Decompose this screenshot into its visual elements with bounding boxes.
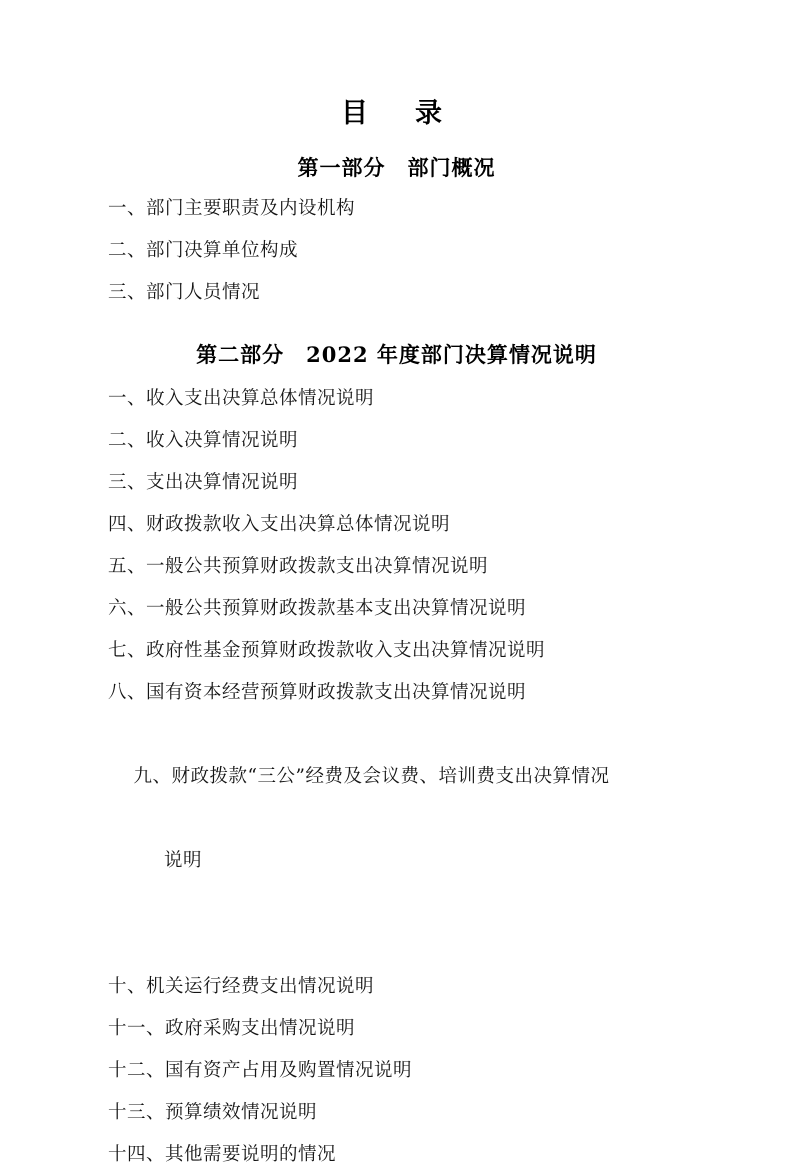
toc-entry[interactable]: 十、机关运行经费支出情况说明 [108,975,375,997]
toc-entry[interactable]: 二、部门决算单位构成 [108,240,299,262]
toc-entry[interactable]: 三、支出决算情况说明 [108,471,299,493]
toc-entry[interactable]: 十三、预算绩效情况说明 [108,1101,318,1123]
toc-entry[interactable]: 二、收入决算情况说明 [108,429,299,451]
toc-entry[interactable]: 八、国有资本经营预算财政拨款支出决算情况说明 [108,681,527,703]
toc-entry[interactable]: 一、部门主要职责及内设机构 [108,198,356,220]
toc-entry[interactable]: 五、一般公共预算财政拨款支出决算情况说明 [108,555,489,577]
toc-entry[interactable]: 三、部门人员情况 [108,282,261,304]
toc-entry[interactable]: 七、政府性基金预算财政拨款收入支出决算情况说明 [108,639,546,661]
section-heading-part-2: 第二部分 2022 年度部门决算情况说明 [196,342,597,368]
toc-entry[interactable]: 十一、政府采购支出情况说明 [108,1017,356,1039]
toc-entry[interactable]: 四、财政拨款收入支出决算总体情况说明 [108,513,451,535]
toc-entry[interactable] [108,714,685,966]
section-heading-part-1: 第一部分 部门概况 [297,155,496,181]
toc-entry-label-continuation: 说明 [164,849,203,871]
toc-entry-label: 九、财政拨款“三公”经费及会议费、培训费支出决算情况 [133,765,610,787]
toc-entry[interactable]: 一、收入支出决算总体情况说明 [108,387,375,409]
toc-entry[interactable]: 六、一般公共预算财政拨款基本支出决算情况说明 [108,597,527,619]
toc-entry[interactable]: 十二、国有资产占用及购置情况说明 [108,1059,413,1081]
toc-entry[interactable]: 十四、其他需要说明的情况 [108,1143,337,1165]
page-title: 目 录 [341,98,452,129]
